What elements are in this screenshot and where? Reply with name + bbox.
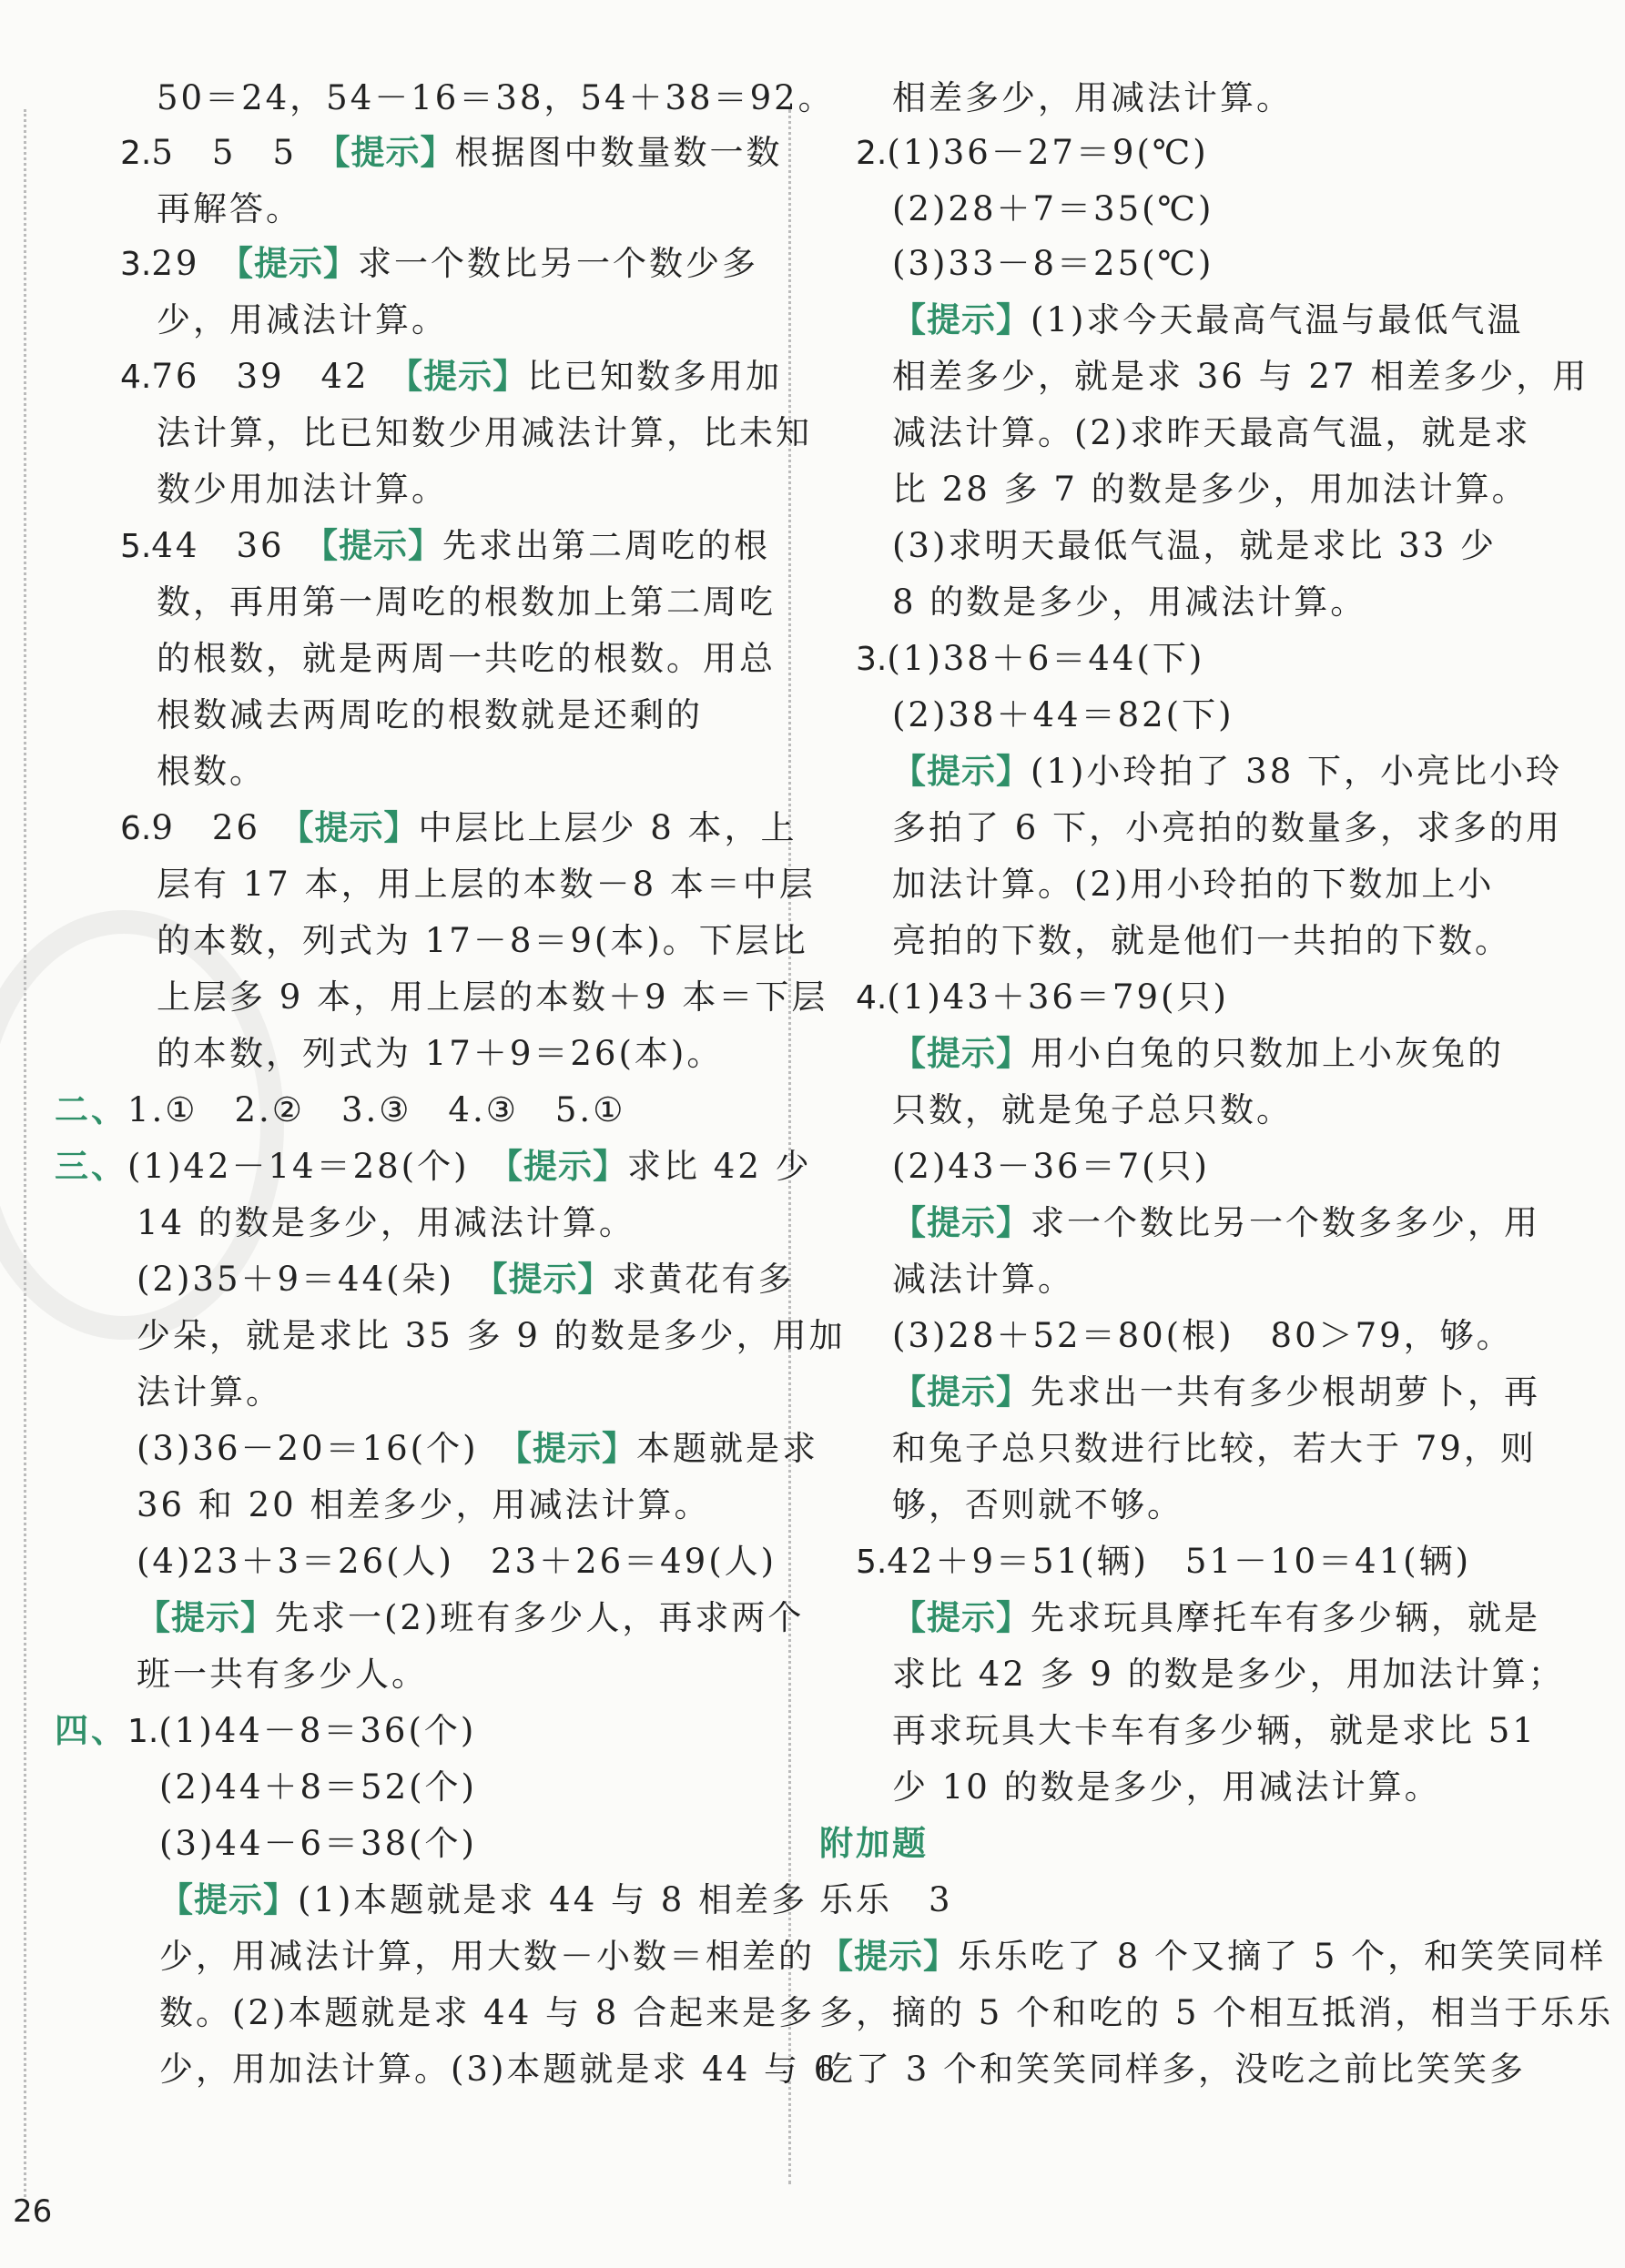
text-line	[157, 180, 302, 238]
text-line	[120, 235, 758, 293]
line-text: 先求出第二周吃的根	[442, 526, 771, 565]
hint-label: 【提示】	[892, 1372, 1031, 1412]
text-line	[892, 1194, 1540, 1252]
text-line	[819, 2040, 1526, 2099]
line-text: (3)28＋52＝80(根) 80＞79，够。	[892, 1316, 1513, 1355]
hint-label: 【提示】	[236, 244, 358, 283]
text-line	[120, 348, 782, 406]
line-text: 29	[151, 244, 237, 283]
text-line	[892, 856, 1494, 914]
text-line	[137, 1194, 635, 1252]
hint-label: 【提示】	[505, 1147, 628, 1186]
line-text: 的本数，列式为 17－8＝9(本)。下层比	[157, 921, 808, 960]
text-line	[159, 1758, 477, 1817]
hint-label: 【提示】	[159, 1880, 298, 1919]
line-text: (1)36－27＝9(℃)	[887, 133, 1209, 172]
text-line	[157, 291, 448, 349]
line-text: 少 10 的数是多少，用减法计算。	[892, 1767, 1441, 1807]
line-text: 根据图中数量数一数	[454, 133, 783, 172]
text-line	[892, 404, 1530, 462]
text-line	[137, 1645, 428, 1704]
text-line	[159, 1815, 477, 1873]
text-line	[157, 968, 828, 1027]
question-number: 5.	[120, 528, 152, 565]
line-text: (1)42－14＝28(个)	[127, 1147, 506, 1186]
hint-label: 【提示】	[296, 808, 419, 847]
hint-label: 【提示】	[892, 752, 1031, 791]
left-margin-rule	[24, 109, 26, 2202]
line-text: 多，摘的 5 个和吃的 5 个相互抵消，相当于乐乐	[819, 1993, 1614, 2032]
line-text: (3)44－6＝38(个)	[159, 1824, 477, 1863]
question-number: 5.	[856, 1544, 888, 1581]
section-label: 四、	[55, 1711, 127, 1750]
text-line	[892, 517, 1497, 575]
line-text: 36 和 20 相差多少，用减法计算。	[137, 1485, 711, 1524]
text-line	[157, 69, 835, 127]
line-text: 中层比上层少 8 本，上	[418, 808, 797, 847]
line-text: 的本数，列式为 17＋9＝26(本)。	[157, 1034, 724, 1073]
question-number: 6.	[120, 810, 152, 847]
text-line	[819, 1815, 929, 1873]
line-text: 5 5 5	[151, 133, 333, 172]
text-line	[892, 573, 1366, 632]
text-line	[137, 1307, 846, 1365]
line-text: (2)44＋8＝52(个)	[159, 1767, 477, 1807]
hint-label: 【提示】	[892, 1598, 1031, 1637]
line-text: 9 26	[151, 808, 297, 847]
line-text: 用小白兔的只数加上小灰兔的	[1031, 1034, 1504, 1073]
line-text: 数少用加法计算。	[157, 470, 448, 509]
line-text: 乐乐 3	[819, 1880, 953, 1919]
line-text: 求一个数比另一个数多多少，用	[1031, 1203, 1540, 1242]
line-text: 减法计算。	[892, 1260, 1074, 1299]
line-text: 根数减去两周吃的根数就是还剩的	[157, 695, 703, 734]
hint-label: 【提示】	[892, 1034, 1031, 1073]
line-text: 再解答。	[157, 189, 302, 228]
line-text: 42＋9＝51(辆) 51－10＝41(辆)	[887, 1542, 1472, 1581]
section-label: 二、	[55, 1090, 127, 1129]
question-number: 1.	[127, 1713, 159, 1750]
text-line	[892, 461, 1529, 519]
text-line	[892, 1307, 1513, 1365]
text-line	[819, 1928, 1606, 1986]
line-text: 少，用减法计算。	[157, 300, 448, 339]
text-line	[157, 404, 812, 462]
line-text: 44 36	[151, 526, 321, 565]
text-line	[159, 2040, 838, 2099]
question-number: 2.	[856, 135, 888, 172]
question-number: 4.	[120, 359, 152, 396]
line-text: 本题就是求	[636, 1429, 819, 1468]
text-line	[120, 124, 782, 182]
text-line	[137, 1250, 794, 1309]
line-text: 76 39 42	[151, 357, 406, 396]
text-line	[892, 1589, 1540, 1647]
line-text: (3)求明天最低气温，就是求比 33 少	[892, 526, 1498, 565]
line-text: 和兔子总只数进行比较，若大于 79，则	[892, 1429, 1537, 1468]
line-text: 数，再用第一周吃的根数加上第二周吃	[157, 582, 776, 622]
text-line	[159, 1984, 815, 2042]
line-text: 多拍了 6 下，小亮拍的数量多，求多的用	[892, 808, 1563, 847]
line-text: 求黄花有多	[612, 1260, 795, 1299]
text-line	[137, 1363, 282, 1422]
hint-label: 【提示】	[892, 1203, 1031, 1242]
line-text: (4)23＋3＝26(人) 23＋26＝49(人)	[137, 1542, 777, 1581]
question-number: 2.	[120, 135, 152, 172]
text-line	[159, 1871, 807, 1929]
line-text: (1)38＋6＝44(下)	[887, 639, 1205, 678]
hint-label: 【提示】	[892, 300, 1031, 339]
line-text: 求比 42 少	[627, 1147, 812, 1186]
text-line	[157, 573, 776, 632]
question-number: 3.	[856, 641, 888, 678]
line-text: 求一个数比另一个数少多	[357, 244, 758, 283]
text-line	[892, 69, 1293, 127]
line-text: (2)43－36＝7(只)	[892, 1147, 1210, 1186]
text-line	[55, 1081, 625, 1139]
text-line	[892, 291, 1523, 349]
line-text: 法计算。	[137, 1372, 282, 1412]
line-text: 数。(2)本题就是求 44 与 8 合起来是多	[159, 1993, 816, 2032]
line-text: 14 的数是多少，用减法计算。	[137, 1203, 635, 1242]
line-text: 50＝24，54－16＝38，54＋38＝92。	[157, 78, 835, 117]
line-text: (2)38＋44＝82(下)	[892, 695, 1234, 734]
text-line	[137, 1533, 777, 1591]
text-line	[157, 1025, 723, 1083]
line-text: 上层多 9 本，用上层的本数＋9 本＝下层	[157, 977, 828, 1017]
line-text: 8 的数是多少，用减法计算。	[892, 582, 1367, 622]
text-line	[157, 461, 448, 519]
text-line	[120, 799, 797, 857]
question-number: 3.	[120, 246, 152, 283]
line-text: (1)44－8＝36(个)	[158, 1711, 477, 1750]
line-text: 班一共有多少人。	[137, 1655, 428, 1694]
text-line	[892, 1025, 1504, 1083]
page-number: 26	[13, 2193, 53, 2230]
text-line	[120, 517, 770, 575]
line-text: 只数，就是兔子总只数。	[892, 1090, 1293, 1129]
line-text: 相差多少，就是求 36 与 27 相差多少，用	[892, 357, 1589, 396]
text-line	[892, 1476, 1183, 1534]
text-line	[892, 1363, 1540, 1422]
line-text: 层有 17 本，用上层的本数－8 本＝中层	[157, 865, 816, 904]
line-text: 吃了 3 个和笑笑同样多，没吃之前比笑笑多	[819, 2050, 1527, 2089]
section-label: 三、	[55, 1147, 127, 1186]
line-text: (3)36－20＝16(个)	[137, 1429, 515, 1468]
line-text: 先求玩具摩托车有多少辆，就是	[1031, 1598, 1540, 1637]
line-text: (1)43＋36＝79(只)	[887, 977, 1229, 1017]
text-line	[892, 1758, 1441, 1817]
hint-label: 【提示】	[320, 526, 443, 565]
text-line	[892, 912, 1511, 970]
line-text: 先求一(2)班有多少人，再求两个	[275, 1598, 805, 1637]
line-text: 乐乐吃了 8 个又摘了 5 个，和笑笑同样	[958, 1937, 1607, 1976]
line-text: (1)本题就是求 44 与 8 相差多	[298, 1880, 808, 1919]
hint-label: 【提示】	[405, 357, 528, 396]
line-text: 亮拍的下数，就是他们一共拍的下数。	[892, 921, 1511, 960]
line-text: 少，用加法计算。(3)本题就是求 44 与 6	[159, 2050, 838, 2089]
line-text: 再求玩具大卡车有多少辆，就是求比 51	[892, 1711, 1537, 1750]
hint-label: 【提示】	[819, 1937, 958, 1976]
text-line	[892, 686, 1234, 744]
line-text: (2)28＋7＝35(℃)	[892, 189, 1214, 228]
line-text: 减法计算。(2)求昨天最高气温，就是求	[892, 413, 1531, 452]
text-line	[55, 1138, 812, 1196]
line-text: 根数。	[157, 752, 266, 791]
line-text: (2)35＋9＝44(朵)	[137, 1260, 491, 1299]
line-text: 法计算，比已知数少用减法计算，比未知	[157, 413, 812, 452]
line-text: 少朵，就是求比 35 多 9 的数是多少，用加	[137, 1316, 846, 1355]
text-line	[892, 1081, 1293, 1139]
text-line	[892, 743, 1562, 801]
line-text: 够，否则就不够。	[892, 1485, 1183, 1524]
text-line	[892, 1645, 1565, 1704]
text-line	[892, 1138, 1210, 1196]
line-text: 1.① 2.② 3.③ 4.③ 5.①	[127, 1090, 626, 1129]
text-line	[159, 1928, 815, 1986]
text-line	[137, 1589, 804, 1647]
text-line	[157, 630, 776, 688]
text-line	[892, 1250, 1074, 1309]
text-line	[137, 1420, 818, 1478]
question-number: 4.	[856, 979, 888, 1017]
text-line	[157, 912, 808, 970]
text-line	[856, 968, 1229, 1027]
line-text: 求比 42 多 9 的数是多少，用加法计算；	[892, 1655, 1565, 1694]
text-line	[892, 1420, 1537, 1478]
text-line	[137, 1476, 710, 1534]
text-line	[157, 856, 816, 914]
hint-label: 【提示】	[490, 1260, 613, 1299]
line-text: 少，用减法计算，用大数－小数＝相差的	[159, 1937, 815, 1976]
text-line	[819, 1984, 1613, 2042]
text-line	[856, 1533, 1471, 1591]
line-text: 加法计算。(2)用小玲拍的下数加上小	[892, 865, 1495, 904]
hint-label: 【提示】	[514, 1429, 637, 1468]
line-text: 比已知数多用加	[527, 357, 783, 396]
text-line	[157, 743, 266, 801]
text-line	[892, 348, 1589, 406]
hint-label: 【提示】	[332, 133, 455, 172]
line-text: (1)求今天最高气温与最低气温	[1031, 300, 1524, 339]
text-line	[892, 180, 1214, 238]
text-line	[856, 630, 1204, 688]
line-text: 比 28 多 7 的数是多少，用加法计算。	[892, 470, 1529, 509]
line-text: (1)小玲拍了 38 下，小亮比小玲	[1031, 752, 1563, 791]
extra-question-heading: 附加题	[819, 1824, 929, 1863]
text-line	[157, 686, 703, 744]
text-line	[819, 1871, 953, 1929]
text-line	[892, 799, 1562, 857]
line-text: 的根数，就是两周一共吃的根数。用总	[157, 639, 776, 678]
text-line	[892, 235, 1214, 293]
line-text: 先求出一共有多少根胡萝卜，再	[1031, 1372, 1540, 1412]
line-text: 相差多少，用减法计算。	[892, 78, 1293, 117]
hint-label: 【提示】	[137, 1598, 275, 1637]
text-line	[55, 1702, 476, 1760]
text-line	[892, 1702, 1537, 1760]
line-text: (3)33－8＝25(℃)	[892, 244, 1214, 283]
text-line	[856, 124, 1209, 182]
